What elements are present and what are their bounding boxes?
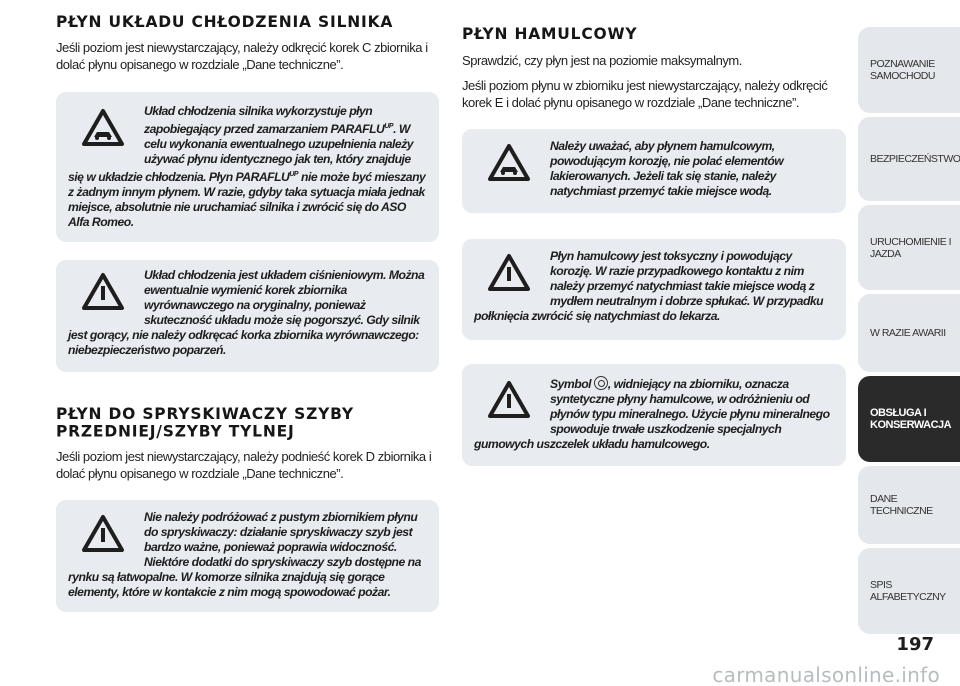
danger-warning-icon: [76, 272, 130, 318]
page-number: 197: [896, 634, 934, 655]
middle-column: [462, 14, 846, 466]
tab-label: URUCHOMIENIE I JAZDA: [870, 235, 952, 260]
tab-label: W RAZIE AWARII: [870, 327, 946, 339]
coolant-note-1-text-a: Układ chłodzenia silnika wykorzystuje płyn zapobiegający przed zamarzaniem PARAFLU: [144, 104, 385, 137]
washer-body: Jeśli poziom jest niewystarczający, należy podnieść korek D zbiornika i dolać płynu opisanego w rozdziale „Dane techniczne”.: [56, 449, 432, 482]
danger-warning-icon: [482, 380, 536, 426]
coolant-note-2-text: Układ chłodzenia jest układem ciśnieniowym. Można ewentualnie wymienić korek zbiornika wyrównawczego na oryginalny, ponieważ skuteczność układu może się pogorszyć. Gdy silnik jest gorący, nie należy odkręcać korka zbiornika wyrównawczego: niebezpieczeństwo poparzeń.: [68, 268, 425, 358]
brake-note-3-text-b: , widniejący na zbiorniku, oznacza syntetyczne płyny hamulcowe, w odróżnieniu od płynów typu mineralnego. Użycie płynu mineralnego spowoduje trwałe uszkodzenie specjalnych gumowych uszczelek układu hamulcowego.: [474, 377, 830, 451]
tab-bezpieczenstwo[interactable]: [858, 117, 960, 201]
danger-warning-icon: [482, 253, 536, 299]
coolant-body: Jeśli poziom jest niewystarczający, należy odkręcić korek C zbiornika i dolać płynu opisanego w rozdziale „Dane techniczne”.: [56, 40, 428, 72]
watermark: carmanualsonline.info: [712, 663, 940, 686]
coolant-note-1-text-b: . W celu wykonania ewentualnego uzupełnienia należy używać płynu identycznego jak ten, który znajduje się w układzie chłodzenia. Płyn PARAFLU: [68, 122, 414, 185]
tab-label: BEZPIECZEŃSTWO: [870, 153, 960, 165]
tab-label: SPIS ALFABETYCZNY: [870, 579, 946, 603]
brake-note-3-text-a: Symbol: [550, 377, 594, 391]
tab-label: DANE TECHNICZNE: [870, 493, 933, 517]
brake-heading: PŁYN HAMULCOWY: [462, 24, 638, 44]
synthetic-fluid-symbol-icon: [594, 376, 608, 390]
paraflu-sup-2: UP: [289, 171, 299, 179]
washer-note-text: Nie należy podróżować z pustym zbiornikiem płynu do spryskiwaczy: działanie spryskiwaczy szyb jest bardzo ważne, ponieważ poprawia widoczność. Niektóre dodatki do spryskiwaczy szyb dostępne na rynku są łatwopalne. W komorze silnika znajdują się gorące elementy, które w kontakcie z nim mogą spowodować pożar.: [68, 510, 421, 600]
coolant-heading: PŁYN UKŁADU CHŁODZENIA SILNIKA: [56, 12, 394, 32]
paraflu-sup-1: UP: [384, 123, 394, 130]
brake-note-1: [462, 129, 846, 213]
tab-label: OBSŁUGA I KONSERWACJA: [870, 407, 952, 431]
brake-note-1-text: Należy uważać, aby płynem hamulcowym, powodującym korozję, nie polać elementów lakierowanych. Jeżeli tak się stanie, należy natychmiast przemyć takie miejsce wodą.: [550, 139, 784, 198]
coolant-note-2: [56, 260, 439, 372]
brake-note-3: [462, 364, 846, 466]
brake-body-1: Sprawdzić, czy płyn jest na poziomie maksymalnym.: [462, 53, 742, 68]
washer-heading: PŁYN DO SPRYSKIWACZY SZYBY PRZEDNIEJ/SZYBY TYLNEJ: [56, 404, 354, 441]
car-warning-icon: [482, 143, 536, 189]
danger-warning-icon: [76, 514, 130, 560]
tab-obsluga-i-konserwacja[interactable]: [858, 376, 960, 462]
washer-note: [56, 500, 439, 612]
tab-uruchomienie-i-jazda[interactable]: [858, 205, 960, 290]
tab-poznawanie-samochodu[interactable]: [858, 27, 960, 113]
coolant-note-1: [56, 92, 439, 242]
tab-w-razie-awarii[interactable]: [858, 294, 960, 372]
left-column: [56, 14, 439, 612]
brake-body-2: Jeśli poziom płynu w zbiorniku jest niewystarczający, należy odkręcić korek E i dolać płynu opisanego w rozdziale „Dane techniczne”.: [462, 78, 828, 110]
brake-note-2: [462, 239, 846, 340]
coolant-note-1-text-c: nie może być mieszany z żadnym innym płynem. W razie, gdyby taka sytuacja miała jednak miejsce, absolutnie nie uruchamiać silnika i zwrócić się do ASO Alfa Romeo.: [68, 170, 426, 230]
car-warning-icon: [76, 108, 130, 154]
brake-note-2-text: Płyn hamulcowy jest toksyczny i powodujący korozję. W razie przypadkowego kontaktu z nim należy przemyć natychmiast takie miejsce wodą z mydłem neutralnym i dobrze spłukać. W przypadku połknięcia zwrócić się natychmiast do lekarza.: [474, 249, 824, 323]
tab-dane-techniczne[interactable]: [858, 466, 960, 544]
tab-label: POZNAWANIE SAMOCHODU: [870, 58, 935, 82]
tab-spis-alfabetyczny[interactable]: [858, 548, 960, 634]
